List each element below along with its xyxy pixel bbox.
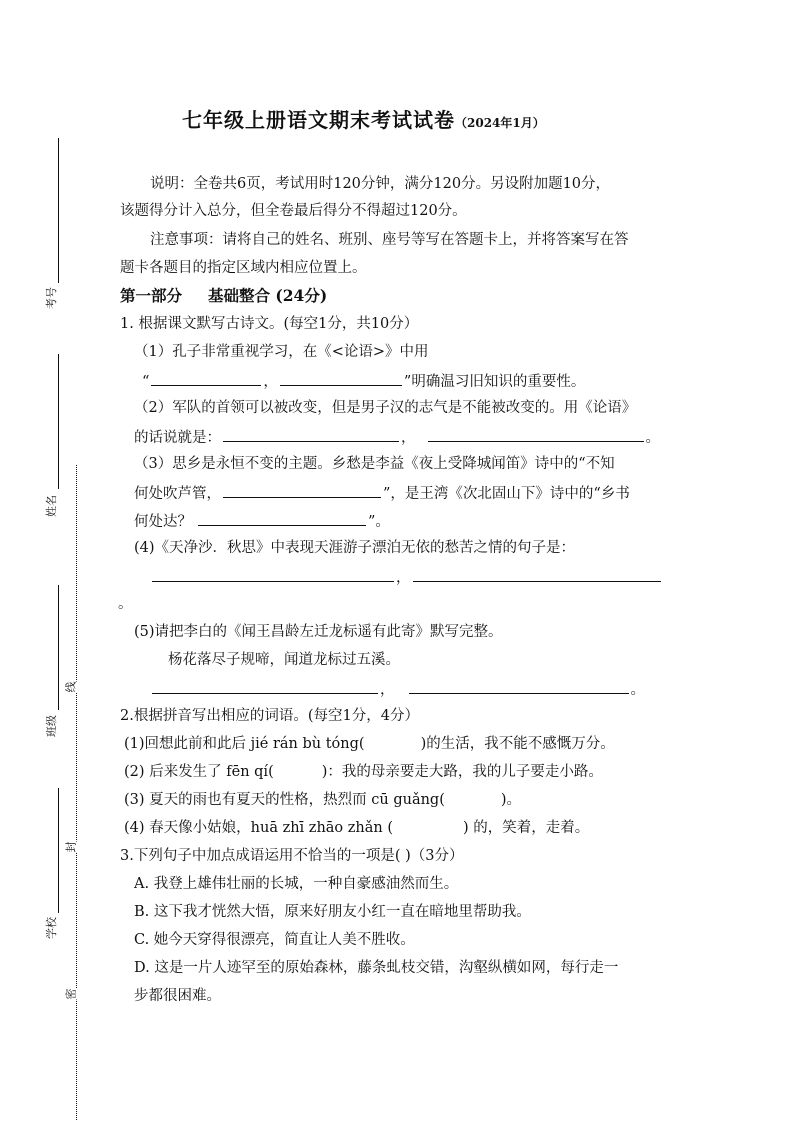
answer-blank[interactable] [223,426,399,442]
exam-no-line [58,138,59,283]
answer-blank[interactable] [152,566,394,582]
exam-no-label: 考号 [45,287,58,309]
q2-item-1: (1)回想此前和此后 jié rán bù tóng( )的生活，我不能不感慨万分。 [124,736,615,752]
q2-item-2: (2) 后来发生了 fēn qí( )：我的母亲要走大路，我的儿子要走小路。 [124,764,603,780]
seal-char-xian: 线 [62,682,80,693]
q2-stem: 2.根据拼音写出相应的词语。(每空1分，4分） [120,708,419,724]
q1-stem: 1. 根据课文默写古诗文。(每空1分，共10分） [120,316,419,332]
seal-char-mi: 密 [62,989,80,1000]
q1-s3a: （3）思乡是永恒不变的主题。乡愁是李益《夜上受降城闻笛》诗中的“不知 [134,456,615,472]
title-date: （2024年1月） [455,116,545,130]
class-line [58,585,59,710]
name-label: 姓名 [45,495,58,517]
q1-s4b: ， [150,566,663,588]
q1-s5a: (5)请把李白的《闻王昌龄左迁龙标遥有此寄》默写完整。 [134,624,503,640]
part1-title: 基础整合 (24分) [208,286,328,305]
q1-s3c: 何处达？ ”。 [134,510,390,532]
q1-s2b: 的话说就是： ， 。 [134,426,660,448]
q3-option-b: B. 这下我才恍然大悟，原来好朋友小红一直在暗地里帮助我。 [134,904,531,920]
q3-option-d-line1: D. 这是一片人迹罕至的原始森林，藤条虬枝交错，沟壑纵横如网，每行走一 [134,960,619,976]
q1-s1b: “ ， ”明确温习旧知识的重要性。 [142,370,585,392]
seal-char-feng: 封 [62,842,80,853]
q1-s4a: (4)《天净沙．秋思》中表现天涯游子漂泊无依的愁苦之情的句子是： [134,540,576,556]
q3-option-c: C. 她今天穿得很漂亮，简直让人美不胜收。 [134,932,415,948]
q1-s4c: 。 [118,596,133,612]
class-label: 班级 [45,715,58,737]
title-main: 七年级上册语文期末考试试卷 [182,108,455,132]
part1-heading [120,284,327,306]
q1-s1a: （1）孔子非常重视学习，在《<论语>》中用 [134,344,429,360]
seal-dotted-line [76,465,77,1120]
answer-blank[interactable] [198,510,366,526]
q1-s2a: （2）军队的首领可以被改变，但是男子汉的志气是不能被改变的。用《论语》 [134,400,637,416]
answer-blank[interactable] [428,426,644,442]
answer-blank[interactable] [413,566,661,582]
q3-option-d-line2: 步都很困难。 [134,988,221,1004]
page-title [182,104,545,133]
name-line [58,354,59,489]
q1-s5b: 杨花落尽子规啼，闻道龙标过五溪。 [168,652,400,668]
q3-option-a: A. 我登上雄伟壮丽的长城，一种自豪感油然而生。 [134,876,459,892]
intro-line-3: 注意事项：请将自己的姓名、班别、座号等写在答题卡上，并将答案写在答 [150,232,629,248]
answer-blank[interactable] [280,370,402,386]
intro-line-4: 题卡各题目的指定区域内相应位置上。 [120,260,367,276]
answer-blank[interactable] [223,482,381,498]
q1-s3b: 何处吹芦管， ”，是王湾《次北固山下》诗中的“乡书 [134,482,630,504]
answer-blank[interactable] [409,678,629,694]
q2-item-4: (4) 春天像小姑娘，huā zhī zhāo zhǎn ( ) 的，笑着，走着。 [124,820,590,836]
q3-stem: 3.下列句子中加点成语运用不恰当的一项是( )（3分） [120,848,464,864]
part1-label: 第一部分 [120,286,183,305]
answer-blank[interactable] [151,370,261,386]
q2-item-3: (3) 夏天的雨也有夏天的性格，热烈而 cū guǎng( )。 [124,792,522,808]
answer-blank[interactable] [152,678,378,694]
school-label: 学校 [45,917,58,939]
intro-line-1: 说明：全卷共6页，考试用时120分钟，满分120分。另设附加题10分， [150,176,611,192]
school-line [58,788,59,913]
q1-s5c: ， 。 [150,678,645,700]
intro-line-2: 该题得分计入总分，但全卷最后得分不得超过120分。 [120,203,467,219]
